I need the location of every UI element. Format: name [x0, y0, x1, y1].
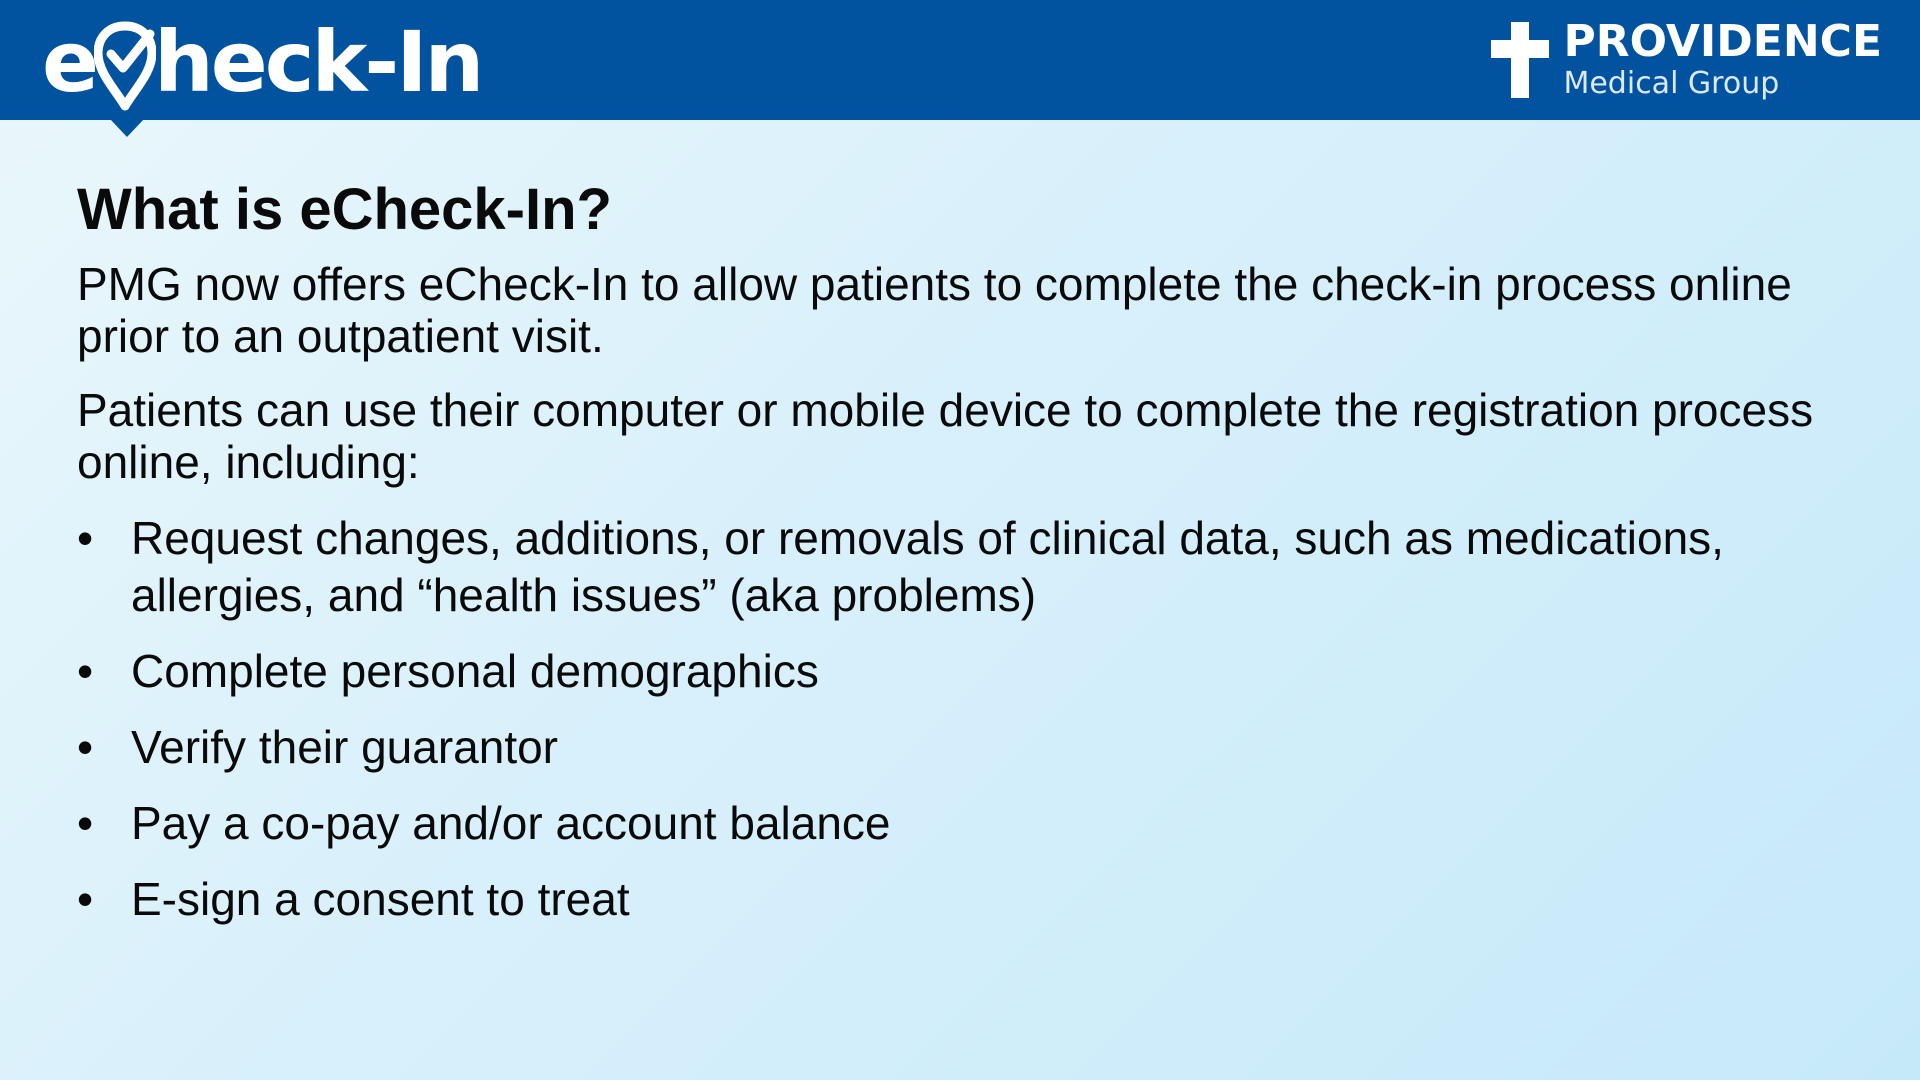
list-item: [77, 719, 1817, 776]
list-item-text: E-sign a consent to treat: [131, 873, 630, 925]
list-item-text: Request changes, additions, or removals of clinical data, such as medications, allergies, and “health issues” (aka problems): [131, 512, 1724, 621]
header-pointer: [110, 119, 144, 137]
checkmark-pin-icon: [94, 20, 156, 112]
bullet-marker: •: [77, 512, 94, 564]
list-item-text: Pay a co-pay and/or account balance: [131, 797, 891, 849]
list-item: [77, 871, 1817, 928]
providence-logo: [1491, 18, 1882, 102]
bullet-marker: •: [77, 721, 94, 773]
bullet-marker: •: [77, 873, 94, 925]
brand-name: PROVIDENCE: [1563, 16, 1882, 68]
bullet-marker: •: [77, 797, 94, 849]
intro-paragraph: PMG now offers eCheck-In to allow patients to complete the check-in process online prior to an outpatient visit.: [77, 258, 1792, 362]
list-item: [77, 510, 1817, 624]
bullet-marker: •: [77, 645, 94, 697]
brand-subtitle: Medical Group: [1563, 65, 1780, 101]
echeckin-logo: [42, 12, 481, 112]
logo-prefix: e: [42, 13, 96, 111]
header-band: [0, 0, 1920, 120]
registration-paragraph: Patients can use their computer or mobile device to complete the registration process online, including:: [77, 384, 1814, 488]
list-item: [77, 643, 1817, 700]
slide-title: What is eCheck-In?: [77, 177, 612, 242]
feature-list: [77, 510, 1817, 928]
logo-suffix: heck-In: [153, 13, 482, 111]
list-item-text: Complete personal demographics: [131, 645, 819, 697]
cross-icon: [1491, 22, 1549, 98]
slide-content: [77, 178, 1817, 947]
list-item-text: Verify their guarantor: [131, 721, 559, 773]
list-item: [77, 795, 1817, 852]
